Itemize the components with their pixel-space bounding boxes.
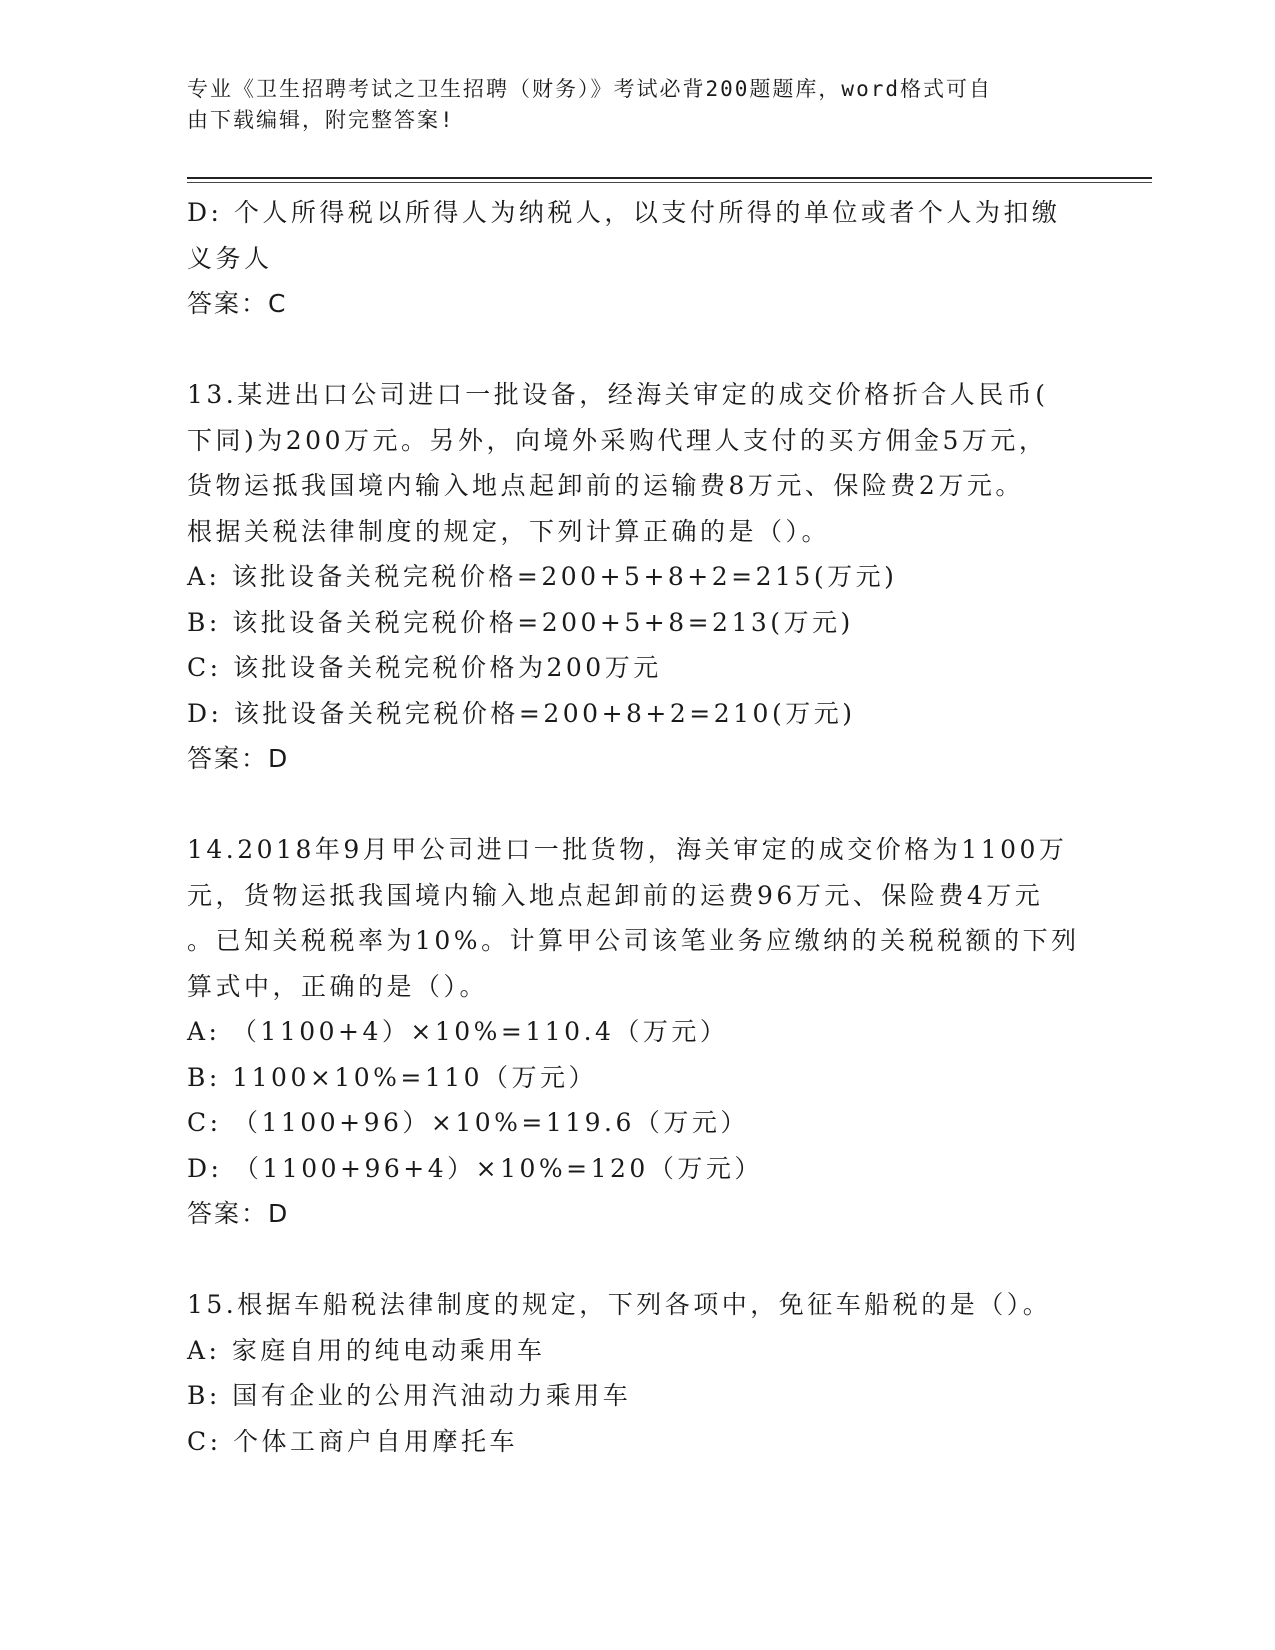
option-c: C: 该批设备关税完税价格为200万元	[187, 653, 662, 682]
question-13	[187, 372, 1087, 782]
option-a: A: （1100+4）×10%=110.4（万元）	[187, 1017, 729, 1046]
option-d: D: 个人所得税以所得人为纳税人，以支付所得的单位或者个人为扣缴	[187, 198, 1061, 227]
question-stem-line: 货物运抵我国境内输入地点起卸前的运输费8万元、保险费2万元。	[187, 471, 1024, 500]
question-stem-line: 。已知关税税率为10%。计算甲公司该笔业务应缴纳的关税税额的下列	[187, 926, 1080, 955]
option-d-continued: 义务人	[187, 243, 273, 273]
option-b: B: 该批设备关税完税价格=200+5+8=213(万元)	[187, 607, 854, 637]
answer: 答案：D	[187, 1199, 290, 1228]
option-d: D: （1100+96+4）×10%=120（万元）	[187, 1153, 763, 1183]
spacer	[187, 782, 1087, 828]
question-stem-line: 15.根据车船税法律制度的规定，下列各项中，免征车船税的是（）。	[187, 1290, 1052, 1319]
document-body	[187, 190, 1087, 1464]
question-stem-line: 根据关税法律制度的规定，下列计算正确的是（）。	[187, 516, 831, 546]
option-d: D: 该批设备关税完税价格=200+8+2=210(万元)	[187, 698, 856, 728]
option-b: B: 国有企业的公用汽油动力乘用车	[187, 1381, 632, 1410]
document-header	[187, 74, 1067, 136]
header-line-1: 专业《卫生招聘考试之卫生招聘（财务）》考试必背200题题库，word格式可自	[187, 77, 992, 101]
spacer	[187, 327, 1087, 373]
question-stem-line: 算式中，正确的是（）。	[187, 971, 489, 1001]
option-b: B: 1100×10%=110（万元）	[187, 1062, 598, 1092]
option-a: A: 该批设备关税完税价格=200+5+8+2=215(万元)	[187, 562, 898, 591]
question-stem-line: 下同)为200万元。另外，向境外采购代理人支付的买方佣金5万元，	[187, 425, 1048, 455]
option-c: C: 个体工商户自用摩托车	[187, 1426, 518, 1456]
spacer	[187, 1237, 1087, 1283]
question-15	[187, 1282, 1087, 1464]
header-divider-thick	[187, 177, 1152, 179]
header-divider-thin	[187, 182, 1152, 183]
question-14	[187, 827, 1087, 1237]
question-stem-line: 元，货物运抵我国境内输入地点起卸前的运费96万元、保险费4万元	[187, 880, 1044, 910]
question-stem-line: 14.2018年9月甲公司进口一批货物，海关审定的成交价格为1100万	[187, 835, 1068, 864]
question-12-tail	[187, 190, 1087, 327]
option-a: A: 家庭自用的纯电动乘用车	[187, 1335, 546, 1365]
option-c: C: （1100+96）×10%=119.6（万元）	[187, 1108, 749, 1137]
answer: 答案：C	[187, 289, 288, 318]
question-stem-line: 13.某进出口公司进口一批设备，经海关审定的成交价格折合人民币(	[187, 380, 1049, 409]
answer: 答案：D	[187, 744, 290, 773]
header-line-2: 由下载编辑，附完整答案!	[187, 108, 455, 132]
